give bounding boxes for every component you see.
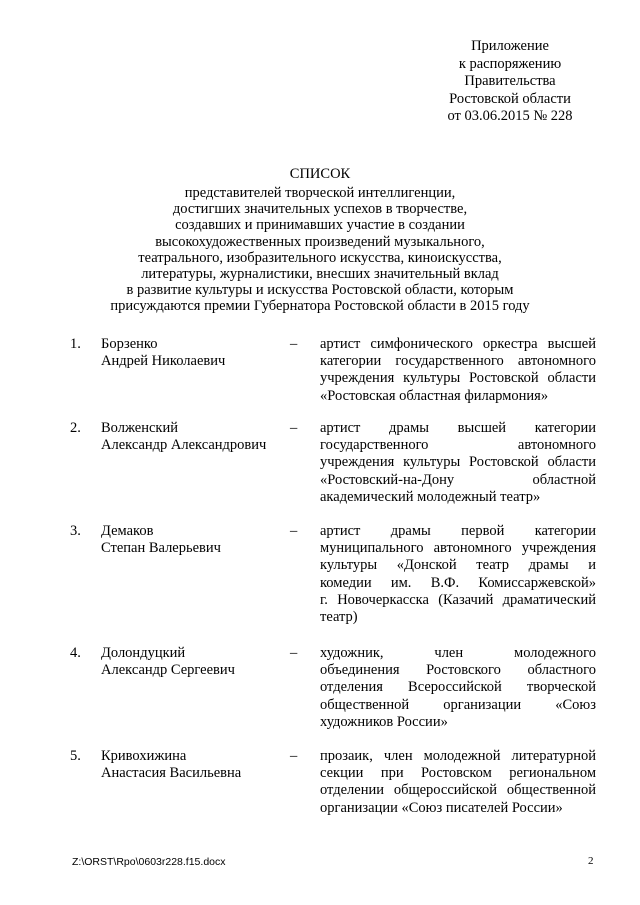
page-number: 2	[588, 855, 594, 867]
subtitle-line: присуждаются премии Губернатора Ростовской области в 2015 году	[110, 298, 530, 315]
description-line: «Ростовская областная филармония»	[320, 387, 549, 404]
description-line: культуры «Донской театр драмы и	[320, 557, 596, 574]
entry-surname: Волженский	[101, 420, 178, 436]
entry-given-names: Андрей Николаевич	[101, 353, 226, 370]
subtitle-line: представителей творческой интеллигенции,	[184, 185, 456, 201]
entry-name	[101, 420, 266, 454]
description-line: объединения Ростовского областного	[320, 662, 596, 679]
subtitle-line: литературы, журналистики, внесших значительный вклад	[141, 266, 499, 283]
subtitle-line: высокохудожественных произведений музыкального,	[155, 233, 485, 250]
entry-dash: –	[290, 420, 298, 436]
entry-name	[101, 748, 241, 782]
entry-given-names: Анастасия Васильевна	[101, 765, 242, 782]
description-line: «Ростовский-на-Дону областной	[320, 471, 596, 488]
appendix-line: от 03.06.2015 № 228	[447, 108, 573, 124]
description-line: художник, член молодежного	[320, 645, 596, 661]
appendix-line: к распоряжению	[458, 55, 562, 72]
description-line: г. Новочеркасска (Казачий драматический	[320, 591, 596, 608]
subtitle-line: театрального, изобразительного искусства, киноискусства,	[138, 249, 502, 266]
description-line: артист драмы первой категории	[320, 523, 596, 539]
description-line: учреждения культуры Ростовской области	[320, 370, 596, 387]
entry-surname: Демаков	[101, 523, 154, 539]
description-line: отделения Всероссийской творческой	[320, 679, 596, 696]
description-line: художников России»	[320, 713, 448, 730]
entry-number: 3.	[70, 523, 81, 539]
subtitle-line: достигших значительных успехов в творчестве,	[172, 201, 468, 218]
appendix-line: Правительства	[464, 73, 556, 89]
description-line: театр)	[320, 609, 358, 626]
entry-surname: Борзенко	[101, 336, 158, 352]
entry-dash: –	[290, 336, 298, 352]
description-line: общественной организации «Союз	[320, 696, 596, 713]
appendix-block	[360, 38, 640, 126]
description-line: комедии им. В.Ф. Комиссаржевской»	[320, 574, 596, 591]
entry-dash: –	[290, 748, 298, 764]
appendix-line: Приложение	[471, 38, 549, 54]
subtitle-line: создавших и принимавших участие в создании	[175, 217, 465, 234]
entry-description	[320, 523, 596, 626]
entry-given-names: Александр Александрович	[101, 437, 267, 454]
description-line: прозаик, член молодежной литературной	[320, 748, 596, 764]
description-line: учреждения культуры Ростовской области	[320, 454, 596, 471]
entry-name	[101, 645, 235, 679]
entry-dash: –	[290, 523, 298, 539]
entry-dash: –	[290, 645, 298, 661]
description-line: секции при Ростовском региональном	[320, 765, 596, 782]
description-line: категории государственного автономного	[320, 353, 596, 370]
entry-surname: Кривохижина	[101, 748, 187, 764]
entry-surname: Долондуцкий	[101, 645, 186, 661]
entry-name	[101, 523, 221, 557]
subtitle-line: в развитие культуры и искусства Ростовской области, которым	[126, 282, 514, 299]
entry-description	[320, 748, 596, 817]
entry-number: 1.	[70, 336, 81, 352]
description-line: государственного автономного	[320, 437, 596, 454]
footer-file-path: Z:\ORST\Rpo\0603r228.f15.docx	[72, 856, 226, 868]
description-line: муниципального автономного учреждения	[320, 540, 596, 557]
entry-description	[320, 336, 596, 405]
description-line: артист драмы высшей категории	[320, 420, 596, 436]
entry-given-names: Степан Валерьевич	[101, 540, 221, 557]
entry-given-names: Александр Сергеевич	[101, 662, 235, 679]
entry-number: 4.	[70, 645, 81, 661]
appendix-line: Ростовской области	[449, 90, 571, 107]
list-subtitle	[0, 185, 640, 315]
list-title: СПИСОК	[289, 166, 351, 182]
entry-description	[320, 420, 596, 506]
entry-number: 5.	[70, 748, 81, 764]
description-line: отделении общероссийской общественной	[320, 782, 596, 799]
entry-description	[320, 645, 596, 731]
description-line: артист симфонического оркестра высшей	[320, 336, 596, 352]
entry-name	[101, 336, 225, 370]
entry-number: 2.	[70, 420, 81, 436]
description-line: организации «Союз писателей России»	[320, 799, 563, 816]
description-line: академический молодежный театр»	[320, 488, 541, 505]
